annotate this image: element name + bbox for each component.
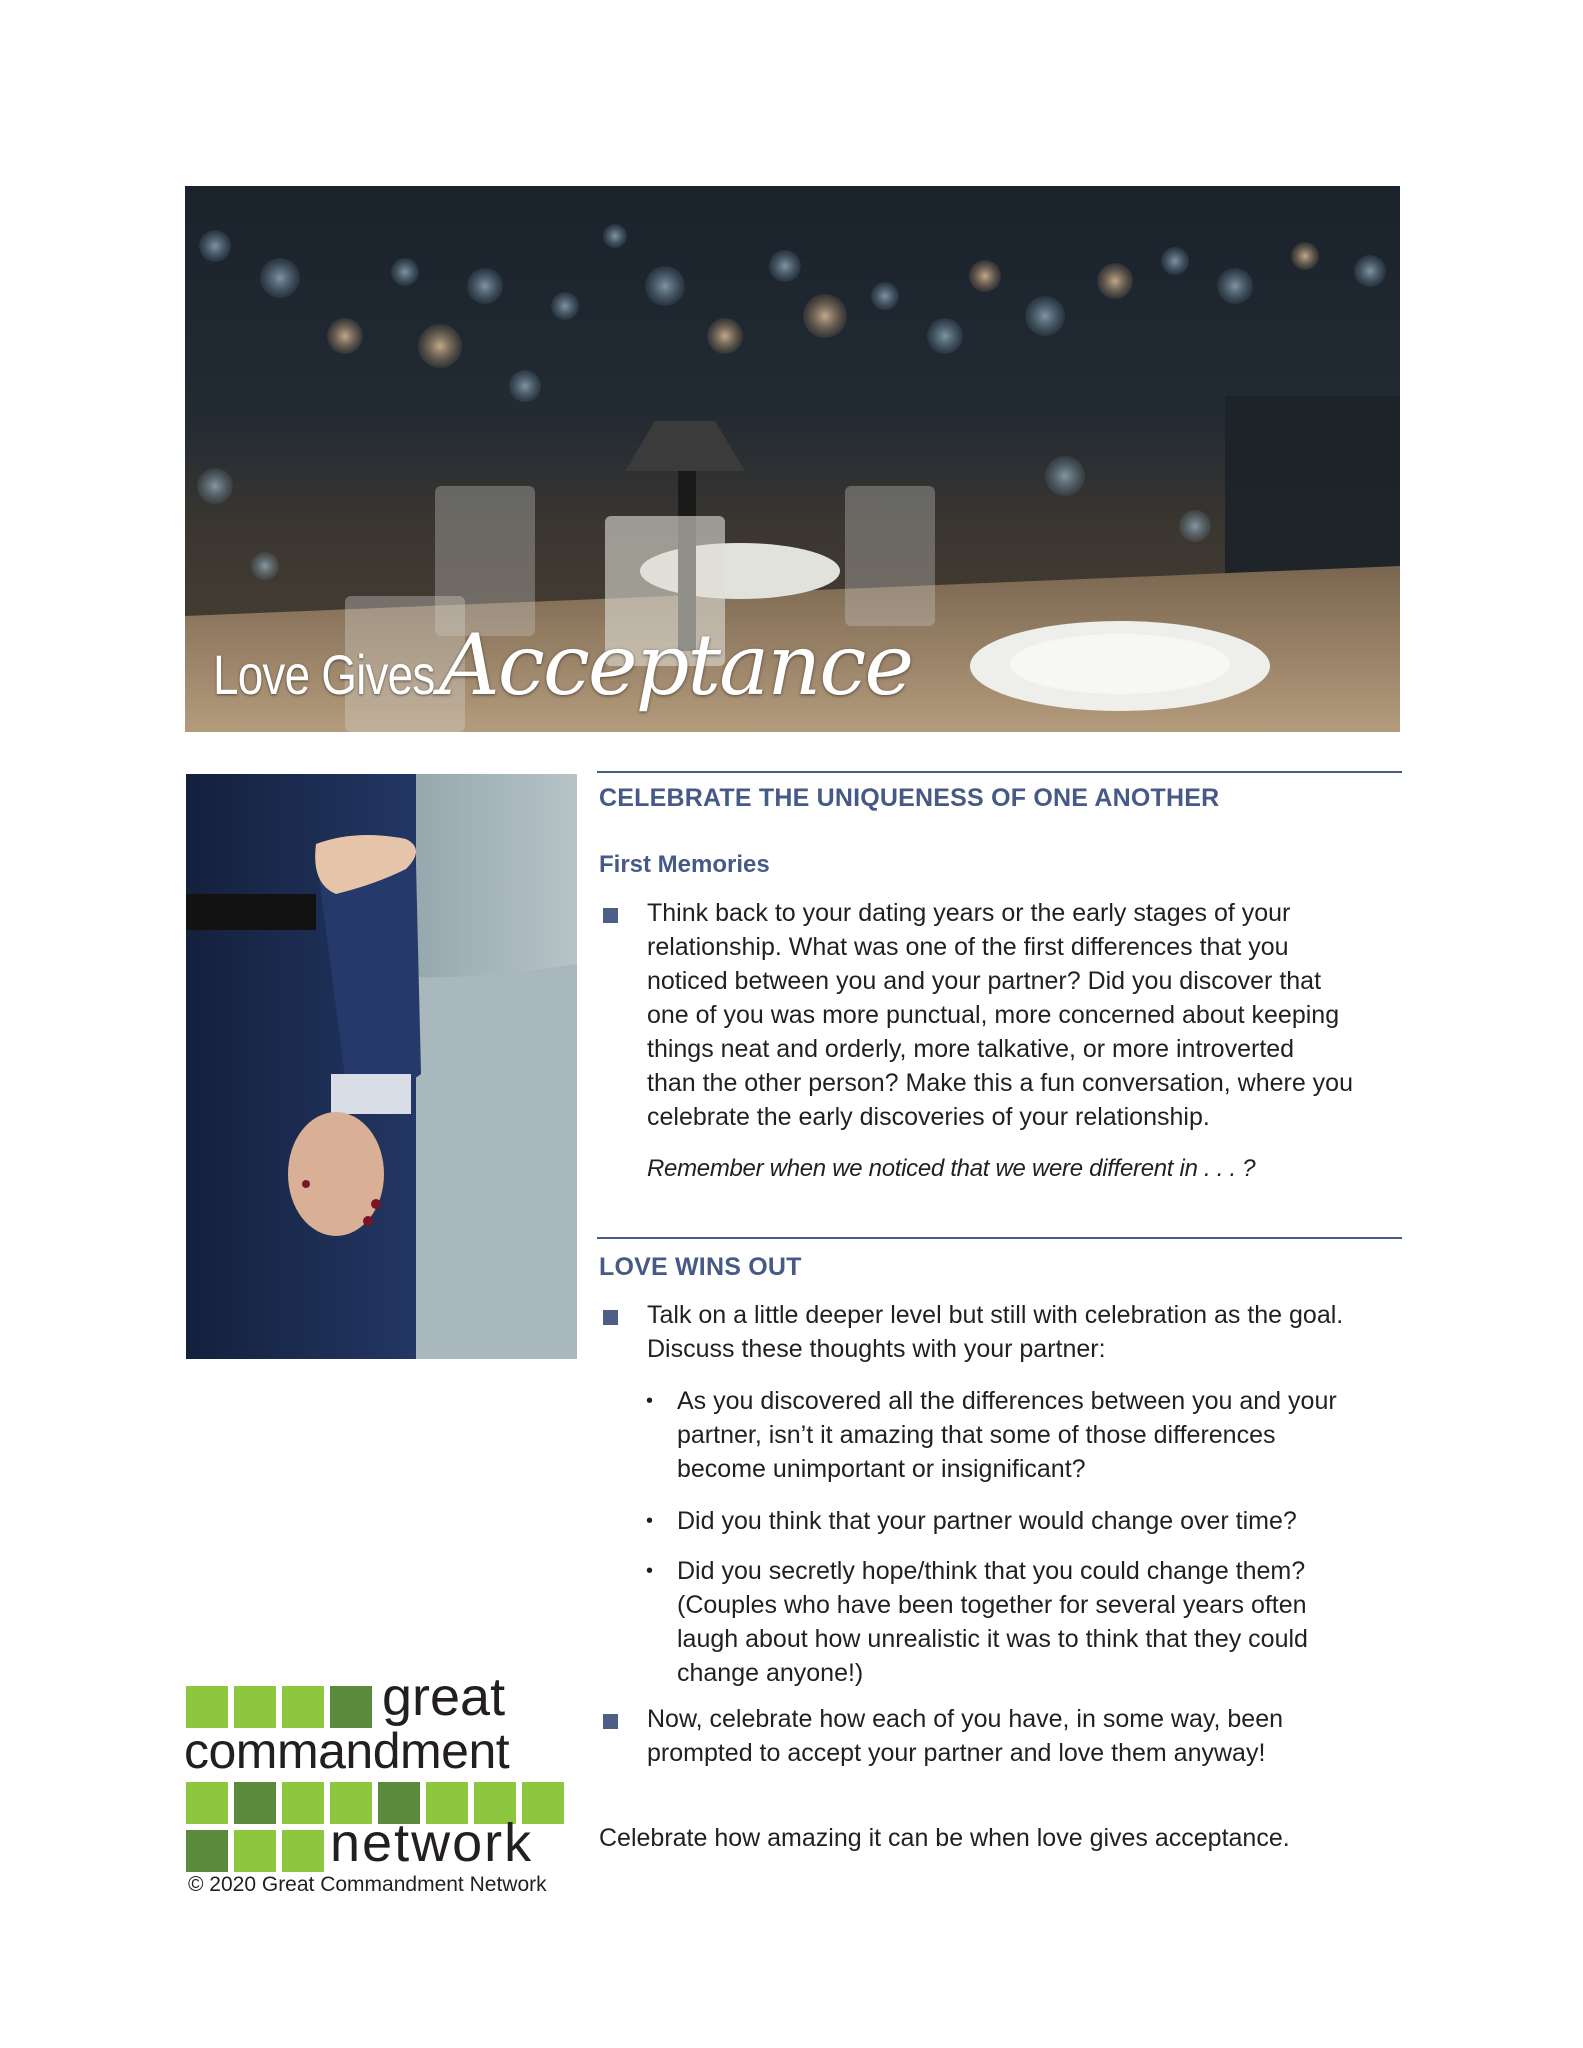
square-bullet [603, 1310, 618, 1325]
text-line: things neat and orderly, more talkative, or more introverted [647, 1035, 1295, 1063]
copyright-notice: © 2020 Great Commandment Network [188, 1873, 547, 1896]
dot-bullet: • [646, 1390, 654, 1412]
closing-line: Celebrate how amazing it can be when love gives acceptance. [599, 1824, 1290, 1852]
logo-square [186, 1782, 228, 1824]
text-line: partner, isn’t it amazing that some of those differences [677, 1421, 1276, 1449]
text-line: than the other person? Make this a fun conversation, where you [647, 1069, 1353, 1097]
sub-item [677, 1504, 1402, 1538]
great-commandment-network-logo [184, 1667, 586, 1873]
hero-banner [185, 186, 1400, 732]
logo-square [234, 1782, 276, 1824]
celebrate-acceptance-item [647, 1702, 1407, 1770]
text-line: laugh about how unrealistic it was to think that they could [677, 1625, 1308, 1653]
text-line: change anyone!) [677, 1659, 864, 1687]
text-line: celebrate the early discoveries of your relationship. [647, 1103, 1210, 1131]
couple-photo [186, 774, 577, 1359]
text-line: Now, celebrate how each of you have, in some way, been [647, 1705, 1284, 1733]
first-memories-paragraph [647, 896, 1407, 1134]
logo-square [186, 1830, 228, 1872]
text-line: Think back to your dating years or the early stages of your [647, 899, 1291, 927]
logo-square [330, 1686, 372, 1728]
text-line: Discuss these thoughts with your partner: [647, 1335, 1106, 1363]
dot-bullet: • [646, 1510, 654, 1532]
logo-word-great: great [382, 1667, 506, 1727]
section-heading-celebrate: CELEBRATE THE UNIQUENESS OF ONE ANOTHER [599, 784, 1220, 812]
couple-photo-art [186, 774, 577, 1359]
square-bullet [603, 1714, 618, 1729]
logo-square [234, 1830, 276, 1872]
logo-word-commandment: commandment [184, 1723, 510, 1779]
remember-prompt: Remember when we noticed that we were different in . . . ? [647, 1155, 1256, 1182]
section-divider [597, 1237, 1402, 1239]
sub-item [677, 1554, 1402, 1690]
sub-item [677, 1384, 1402, 1486]
logo-square [234, 1686, 276, 1728]
hero-title [213, 616, 912, 714]
text-line: noticed between you and your partner? Did you discover that [647, 967, 1322, 995]
text-line: Did you secretly hope/think that you could change them? [677, 1557, 1306, 1585]
text-line: relationship. What was one of the first differences that you [647, 933, 1289, 961]
logo-square [186, 1686, 228, 1728]
hero-title-plain: Love Gives [213, 643, 435, 706]
subheading-first-memories: First Memories [599, 851, 770, 878]
section-divider [597, 771, 1402, 773]
dot-bullet: • [646, 1560, 654, 1582]
hero-title-script: Acceptance [439, 616, 913, 714]
logo-word-network: network [330, 1813, 534, 1873]
logo-square [282, 1782, 324, 1824]
text-line: (Couples who have been together for several years often [677, 1591, 1307, 1619]
section-heading-love-wins-out: LOVE WINS OUT [599, 1253, 802, 1281]
love-wins-intro [647, 1298, 1407, 1366]
text-line: become unimportant or insignificant? [677, 1455, 1086, 1483]
text-line: As you discovered all the differences between you and your [677, 1387, 1337, 1415]
square-bullet [603, 908, 618, 923]
logo-square [282, 1830, 324, 1872]
text-line: one of you was more punctual, more concerned about keeping [647, 1001, 1340, 1029]
text-line: prompted to accept your partner and love them anyway! [647, 1739, 1266, 1767]
text-line: Did you think that your partner would change over time? [677, 1507, 1297, 1535]
text-line: Talk on a little deeper level but still with celebration as the goal. [647, 1301, 1344, 1329]
logo-square [282, 1686, 324, 1728]
